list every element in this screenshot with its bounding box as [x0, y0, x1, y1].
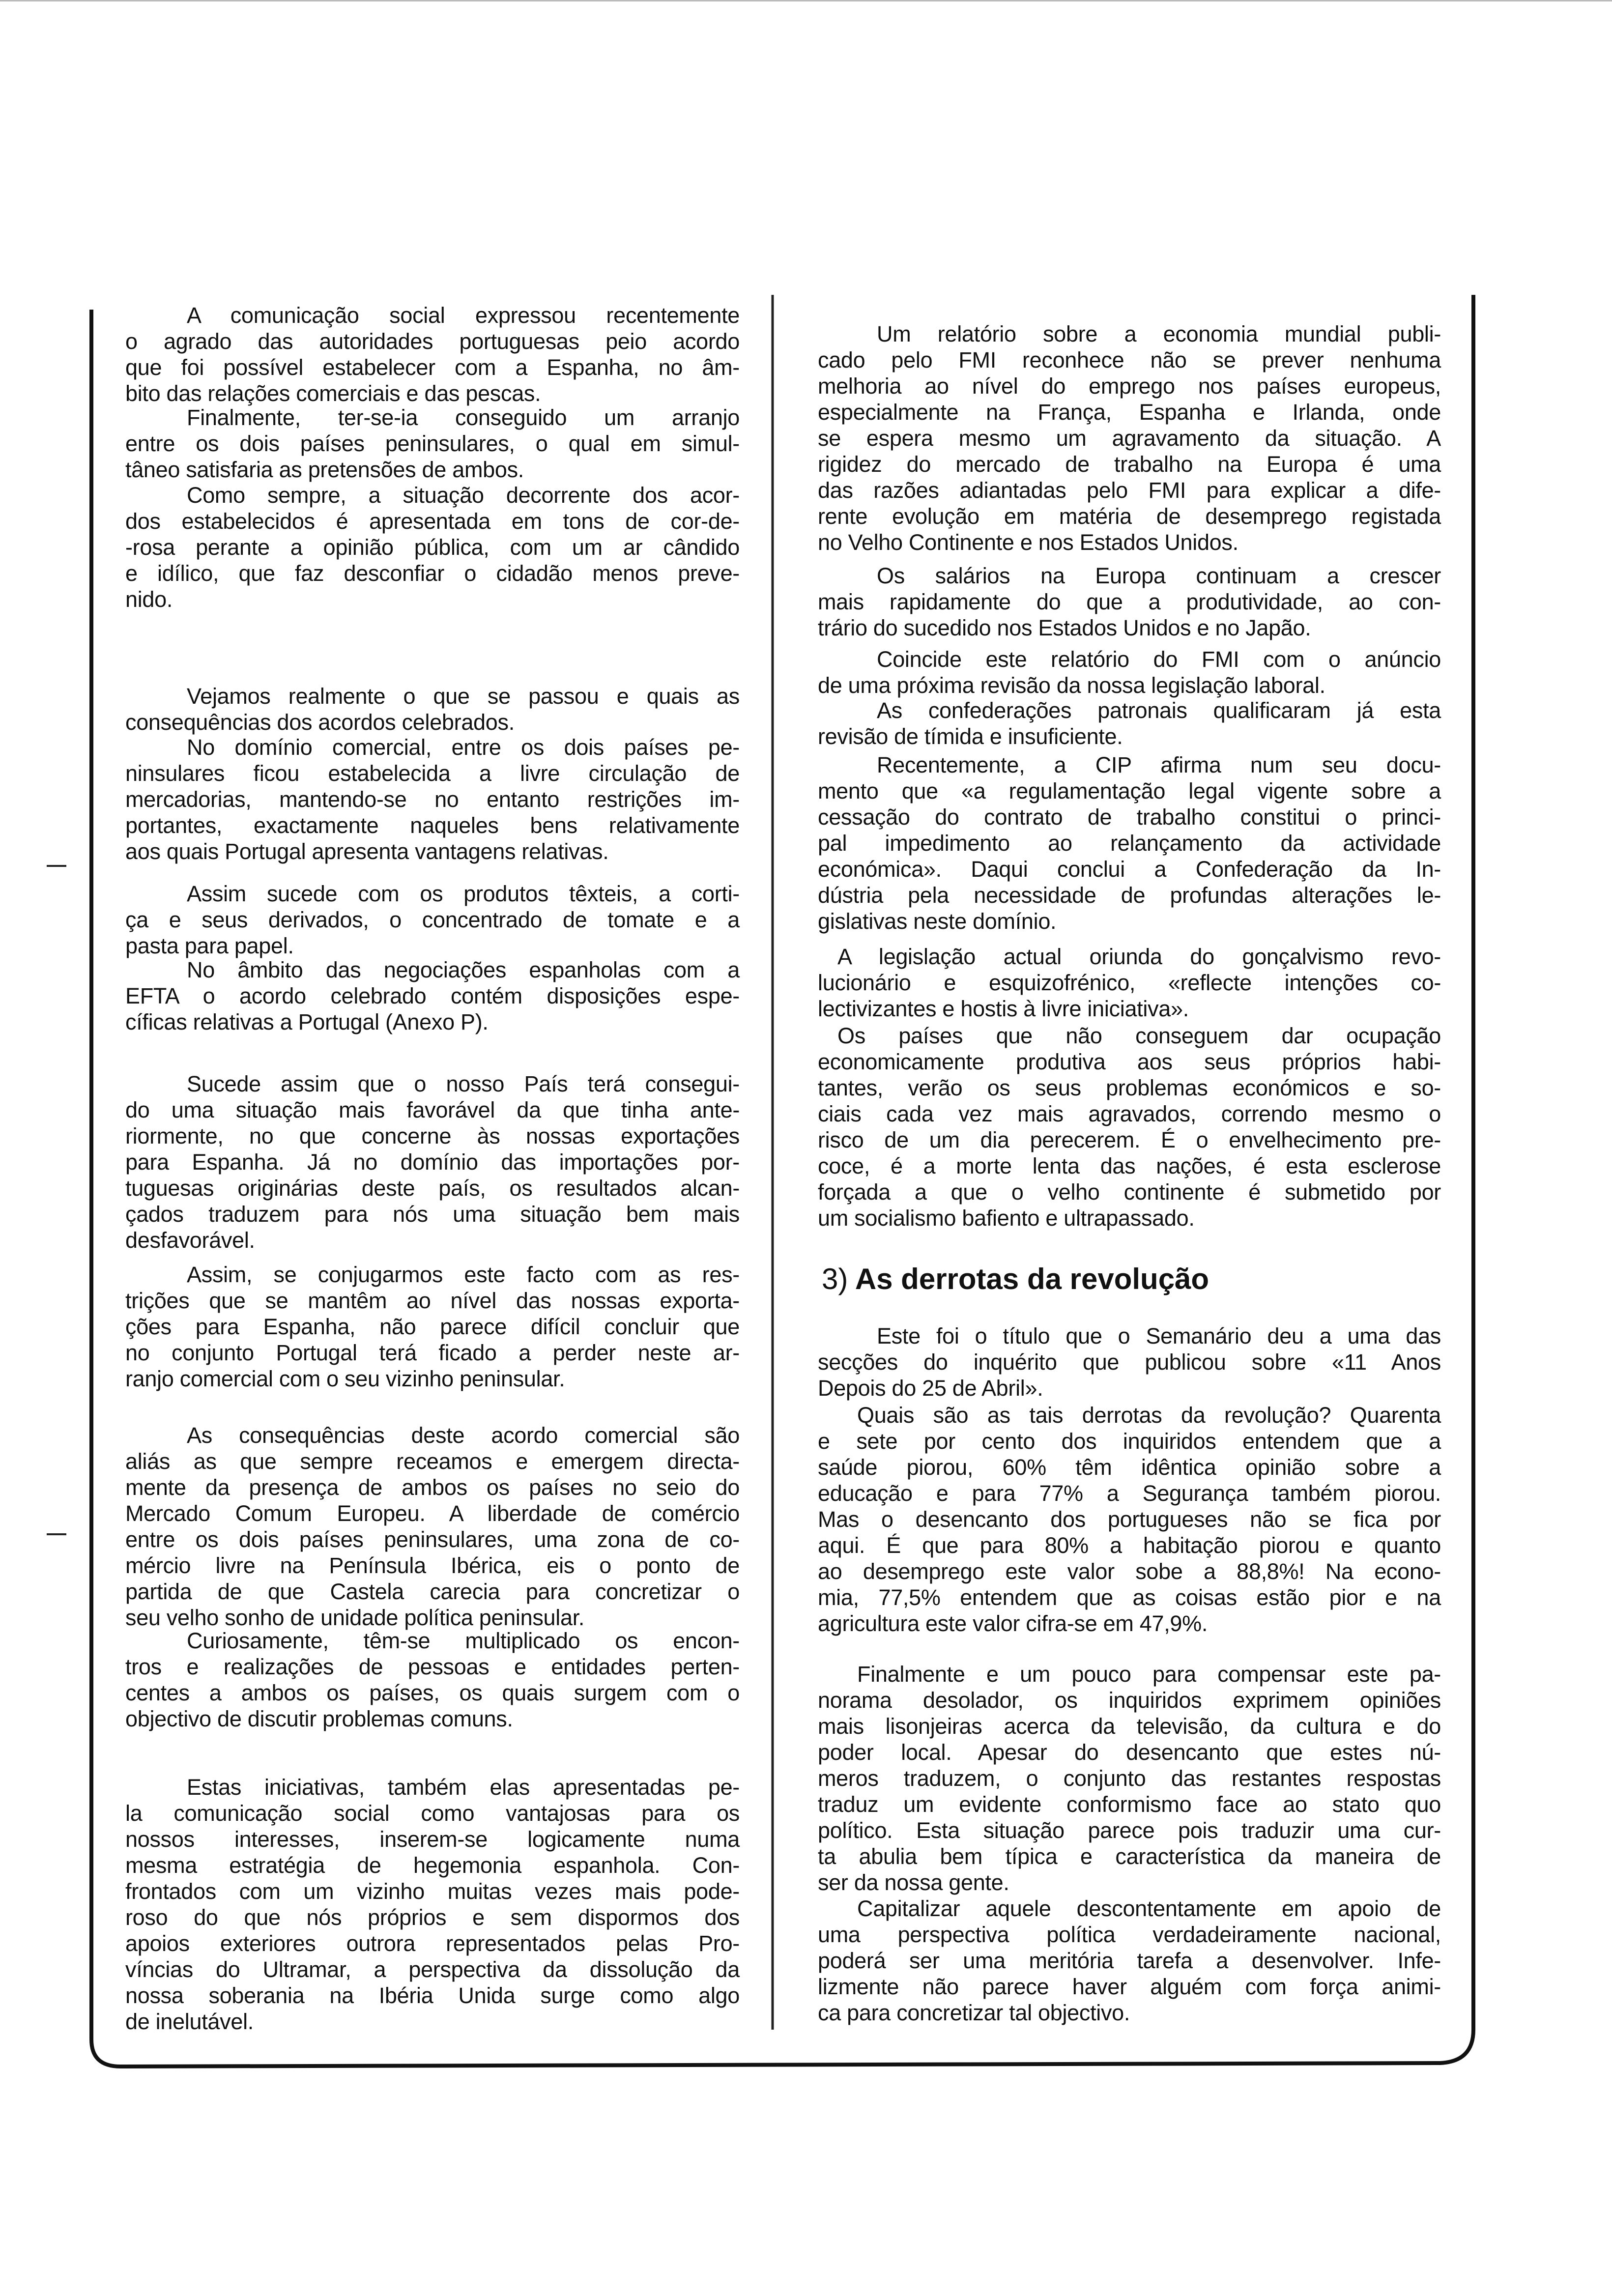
- text-line: ranjo comercial com o seu vizinho peninsular.: [125, 1366, 565, 1391]
- paragraph: [818, 1895, 1441, 2026]
- text-line: que foi possível estabelecer com a Espanha, no âm-: [125, 355, 740, 380]
- text-line: Os países que não conseguem dar ocupação: [837, 1023, 1441, 1048]
- text-line: mais lisonjeiras acerca da televisão, da cultura e do: [818, 1714, 1441, 1739]
- text-line: educação e para 77% a Segurança também piorou.: [818, 1481, 1441, 1506]
- text-line: aos quais Portugal apresenta vantagens relativas.: [125, 839, 609, 864]
- paragraph: [818, 1023, 1441, 1231]
- paragraph: [125, 734, 740, 864]
- text-line: No domínio comercial, entre os dois países pe-: [187, 735, 740, 760]
- text-line: economicamente produtiva aos seus próprios habi-: [818, 1049, 1441, 1074]
- paragraph: [818, 752, 1441, 934]
- paragraph: [818, 646, 1441, 698]
- text-line: Recentemente, a CIP afirma num seu docu-: [877, 752, 1441, 777]
- text-line: riormente, no que concerne às nossas exportações: [125, 1123, 740, 1148]
- text-line: uma perspectiva política verdadeiramente nacional,: [818, 1922, 1441, 1947]
- text-line: melhoria ao nível do emprego nos países europeus,: [818, 373, 1441, 399]
- text-line: la comunicação social como vantajosas para os: [125, 1801, 740, 1826]
- text-line: um socialismo bafiento e ultrapassado.: [818, 1205, 1195, 1231]
- text-line: forçada a que o velho continente é submetido por: [818, 1179, 1441, 1205]
- text-line: ca para concretizar tal objectivo.: [818, 2000, 1130, 2025]
- text-line: de uma próxima revisão da nossa legislação laboral.: [818, 673, 1325, 698]
- text-line: mento que «a regulamentação legal vigente sobre a: [818, 778, 1441, 804]
- paragraph: [125, 881, 740, 959]
- paragraph: [125, 482, 740, 612]
- text-line: Assim sucede com os produtos têxteis, a corti-: [187, 881, 740, 906]
- text-line: Depois do 25 de Abril».: [818, 1376, 1043, 1401]
- text-line: No âmbito das negociações espanholas com a: [187, 957, 740, 982]
- text-line: objectivo de discutir problemas comuns.: [125, 1706, 513, 1731]
- text-line: aliás as que sempre receamos e emergem directa-: [125, 1449, 740, 1474]
- text-line: desfavorável.: [125, 1228, 255, 1253]
- text-line: Um relatório sobre a economia mundial publi-: [877, 321, 1441, 346]
- text-line: consequências dos acordos celebrados.: [125, 710, 515, 735]
- text-line: partida de que Castela carecia para concretizar o: [125, 1579, 740, 1604]
- paragraph: [818, 563, 1441, 641]
- text-line: apoios exteriores outrora representados pelas Pro-: [125, 1931, 740, 1956]
- paragraph: [125, 683, 740, 735]
- text-line: entre os dois países peninsulares, o qual em simul-: [125, 431, 740, 456]
- text-line: poderá ser uma meritória tarefa a desenvolver. Infe-: [818, 1948, 1441, 1973]
- margin-tick-mark: [47, 1533, 66, 1535]
- text-line: Curiosamente, têm-se multiplicado os encon-: [187, 1628, 740, 1653]
- text-line: de inelutável.: [125, 2009, 254, 2034]
- text-line: mesma estratégia de hegemonia espanhola. Con-: [125, 1853, 740, 1878]
- text-line: cessação do contrato de trabalho constitui o princi-: [818, 804, 1441, 830]
- text-line: mercadorias, mantendo-se no entanto restrições im-: [125, 787, 740, 812]
- text-line: Vejamos realmente o que se passou e quais as: [187, 684, 740, 709]
- paragraph: [818, 697, 1441, 749]
- text-line: dos estabelecidos é apresentada em tons de cor-de-: [125, 509, 740, 534]
- text-line: para Espanha. Já no domínio das importações por-: [125, 1149, 740, 1175]
- text-line: poder local. Apesar do desencanto que estes nú-: [818, 1740, 1441, 1765]
- text-line: lizmente não parece haver alguém com força animi-: [818, 1974, 1441, 1999]
- text-line: A legislação actual oriunda do gonçalvismo revo-: [837, 944, 1441, 969]
- text-line: tuguesas originárias deste país, os resultados alcan-: [125, 1176, 740, 1201]
- text-line: Finalmente, ter-se-ia conseguido um arranjo: [187, 405, 740, 430]
- text-line: ao desemprego este valor sobe a 88,8%! Na econo-: [818, 1559, 1441, 1584]
- text-line: o agrado das autoridades portuguesas peio acordo: [125, 329, 740, 354]
- text-line: nossos interesses, inserem-se logicamente numa: [125, 1827, 740, 1852]
- text-line: Finalmente e um pouco para compensar este pa-: [857, 1662, 1441, 1687]
- text-line: Estas iniciativas, também elas apresentadas pe-: [187, 1775, 740, 1800]
- text-line: tâneo satisfaria as pretensões de ambos.: [125, 457, 524, 482]
- text-line: lucionário e esquizofrénico, «reflecte intenções co-: [818, 970, 1441, 995]
- text-line: rigidez do mercado de trabalho na Europa é uma: [818, 452, 1441, 477]
- paragraph: [818, 321, 1441, 555]
- text-line: -rosa perante a opinião pública, com um ar cândido: [125, 535, 740, 560]
- text-line: traduz um evidente conformismo face ao stato quo: [818, 1792, 1441, 1817]
- text-line: e idílico, que faz desconfiar o cidadão menos preve-: [125, 561, 740, 586]
- text-line: mente da presença de ambos os países no seio do: [125, 1475, 740, 1500]
- text-line: Quais são as tais derrotas da revolução? Quarenta: [857, 1403, 1441, 1428]
- text-line: ninsulares ficou estabelecida a livre circulação de: [125, 761, 740, 786]
- text-line: ciais cada vez mais agravados, correndo mesmo o: [818, 1101, 1441, 1126]
- text-line: especialmente na França, Espanha e Irlanda, onde: [818, 400, 1441, 425]
- text-line: aqui. É que para 80% a habitação piorou e quanto: [818, 1533, 1441, 1558]
- text-line: e sete por cento dos inquiridos entendem que a: [818, 1429, 1441, 1454]
- text-line: A comunicação social expressou recentemente: [187, 303, 740, 328]
- text-line: norama desolador, os inquiridos exprimem opiniões: [818, 1688, 1441, 1713]
- margin-tick-mark: [47, 865, 66, 867]
- paragraph: [125, 1628, 740, 1732]
- paragraph: [125, 957, 740, 1035]
- text-line: mércio livre na Península Ibérica, eis o ponto de: [125, 1553, 740, 1578]
- text-line: bito das relações comerciais e das pescas.: [125, 381, 541, 406]
- text-line: do uma situação mais favorável da que tinha ante-: [125, 1097, 740, 1122]
- text-line: cado pelo FMI reconhece não se prever nenhuma: [818, 347, 1441, 373]
- text-line: Mas o desencanto dos portugueses não se fica por: [818, 1507, 1441, 1532]
- paragraph: [818, 944, 1441, 1022]
- text-line: tros e realizações de pessoas e entidades perten-: [125, 1654, 740, 1679]
- text-line: no Velho Continente e nos Estados Unidos.: [818, 530, 1238, 555]
- text-line: secções do inquérito que publicou sobre «11 Anos: [818, 1349, 1441, 1375]
- text-line: víncias do Ultramar, a perspectiva da dissolução da: [125, 1957, 740, 1982]
- text-line: cíficas relativas a Portugal (Anexo P).: [125, 1009, 489, 1034]
- text-line: Mercado Comum Europeu. A liberdade de comércio: [125, 1501, 740, 1526]
- text-line: revisão de tímida e insuficiente.: [818, 724, 1123, 749]
- paragraph: [125, 1774, 740, 2035]
- text-line: As confederações patronais qualificaram já esta: [877, 698, 1441, 723]
- text-line: agricultura este valor cifra-se em 47,9%.: [818, 1611, 1208, 1636]
- text-line: rente evolução em matéria de desemprego registada: [818, 504, 1441, 529]
- text-line: nossa soberania na Ibéria Unida surge como algo: [125, 1983, 740, 2008]
- text-line: pasta para papel.: [125, 933, 294, 958]
- text-line: económica». Daqui conclui a Confederação da In-: [818, 857, 1441, 882]
- text-line: As consequências deste acordo comercial são: [187, 1423, 740, 1448]
- section-title: As derrotas da revolução: [855, 1263, 1209, 1295]
- text-line: ça e seus derivados, o concentrado de tomate e a: [125, 907, 740, 932]
- text-line: tantes, verão os seus problemas económicos e so-: [818, 1075, 1441, 1100]
- text-line: entre os dois países peninsulares, uma zona de co-: [125, 1527, 740, 1552]
- text-line: no conjunto Portugal terá ficado a perder neste ar-: [125, 1340, 740, 1365]
- text-line: Os salários na Europa continuam a crescer: [877, 563, 1441, 588]
- text-line: ta abulia bem típica e característica da maneira de: [818, 1844, 1441, 1869]
- text-line: ser da nossa gente.: [818, 1870, 1009, 1895]
- text-line: Capitalizar aquele descontentamente em apoio de: [857, 1896, 1441, 1921]
- text-line: Como sempre, a situação decorrente dos acor-: [187, 483, 740, 508]
- text-line: Assim, se conjugarmos este facto com as res-: [187, 1262, 740, 1287]
- text-line: dústria pela necessidade de profundas alterações le-: [818, 883, 1441, 908]
- text-line: roso do que nós próprios e sem dispormos dos: [125, 1905, 740, 1930]
- text-line: Este foi o título que o Semanário deu a uma das: [877, 1323, 1441, 1349]
- text-line: nido.: [125, 587, 173, 612]
- text-line: çados traduzem para nós uma situação bem mais: [125, 1202, 740, 1227]
- text-line: frontados com um vizinho muitas vezes mais pode-: [125, 1879, 740, 1904]
- paragraph: [125, 404, 740, 483]
- section-number: 3): [822, 1263, 848, 1295]
- text-line: Sucede assim que o nosso País terá consegui-: [187, 1071, 740, 1096]
- text-line: risco de um dia perecerem. É o envelhecimento pre-: [818, 1127, 1441, 1152]
- text-line: pal impedimento ao relançamento da actividade: [818, 831, 1441, 856]
- text-line: ções para Espanha, não parece difícil concluir que: [125, 1314, 740, 1339]
- paragraph: [125, 1262, 740, 1392]
- paragraph: [125, 302, 740, 406]
- text-line: EFTA o acordo celebrado contém disposições espe-: [125, 983, 740, 1008]
- text-line: meros traduzem, o conjunto das restantes respostas: [818, 1766, 1441, 1791]
- text-line: centes a ambos os países, os quais surgem com o: [125, 1680, 740, 1705]
- paragraph: [818, 1402, 1441, 1636]
- paragraph: [818, 1323, 1441, 1401]
- text-line: Coincide este relatório do FMI com o anúncio: [877, 647, 1441, 672]
- paragraph: [125, 1071, 740, 1253]
- section-heading: [822, 1262, 1209, 1296]
- text-line: trário do sucedido nos Estados Unidos e no Japão.: [818, 615, 1311, 640]
- text-line: político. Esta situação parece pois traduzir uma cur-: [818, 1818, 1441, 1843]
- text-line: seu velho sonho de unidade política peninsular.: [125, 1605, 585, 1630]
- text-line: trições que se mantêm ao nível das nossas exporta-: [125, 1288, 740, 1313]
- paragraph: [818, 1661, 1441, 1895]
- text-line: saúde piorou, 60% têm idêntica opinião sobre a: [818, 1455, 1441, 1480]
- text-line: se espera mesmo um agravamento da situação. A: [818, 426, 1441, 451]
- text-line: mais rapidamente do que a produtividade, ao con-: [818, 589, 1441, 614]
- text-line: portantes, exactamente naqueles bens relativamente: [125, 813, 740, 838]
- paragraph: [125, 1422, 740, 1631]
- text-line: coce, é a morte lenta das nações, é esta esclerose: [818, 1153, 1441, 1178]
- text-line: das razões adiantadas pelo FMI para explicar a dife-: [818, 478, 1441, 503]
- text-line: gislativas neste domínio.: [818, 909, 1057, 934]
- text-line: lectivizantes e hostis à livre iniciativa».: [818, 996, 1189, 1021]
- text-line: mia, 77,5% entendem que as coisas estão pior e na: [818, 1585, 1441, 1610]
